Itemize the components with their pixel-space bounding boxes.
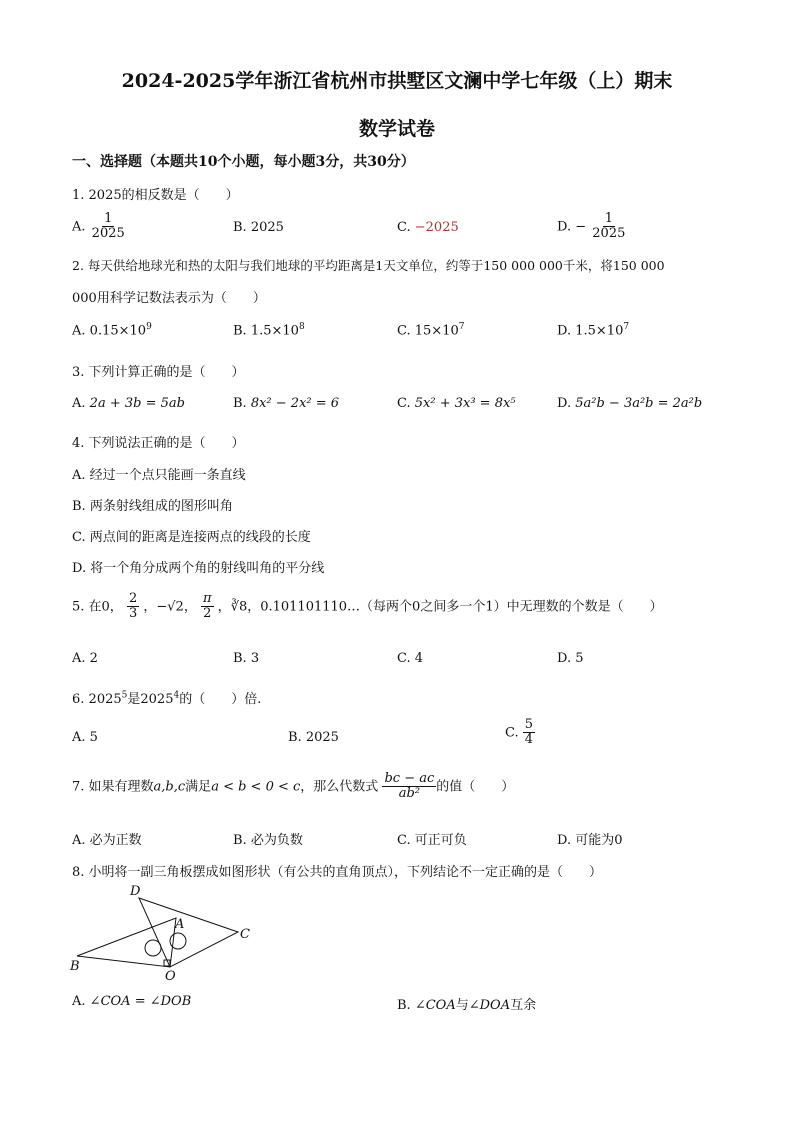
q2-d-base: 1.5×10 [575,323,624,339]
q3-d-label: D. [557,396,572,411]
q5-rest: ，∛8，0.101101110…（每两个0之间多一个1）中无理数的个数是（ ） [217,599,663,615]
q8-b-angle1: ∠COA [414,998,456,1013]
q6-option-b[interactable]: B. 2025 [288,730,339,745]
q6-option-a[interactable]: A. 5 [72,730,98,745]
q7-fraction [382,772,436,802]
q2-stem-line2: 000用科学记数法表示为（ ） [72,291,266,306]
q2-d-exp: 7 [623,322,630,332]
q8-option-b[interactable] [397,994,536,1013]
q3-d-expr: 5a²b − 3a²b = 2a²b [575,396,703,411]
q5-f1-num: 2 [128,591,138,606]
q1-d-den: 2025 [592,226,626,242]
q4-option-c[interactable]: C. 两点间的距离是连接两点的线段的长度 [72,530,311,545]
q8-b-tail: 互余 [510,998,537,1013]
q5-f1-den: 3 [128,606,138,622]
q1-stem: 1. 2025的相反数是（ ） [72,188,239,203]
q1-a-den: 2025 [91,226,125,242]
q6-pre: 6. [72,692,89,707]
q6-exp2: 4 [173,690,180,701]
label-c: C [240,927,250,942]
q5-option-b[interactable]: B. 3 [233,651,260,666]
q3-c-label: C. [397,396,411,411]
q5-f2-den: 2 [203,606,212,622]
q5-option-a[interactable]: A. 2 [72,651,98,666]
section-heading: 一、选择题（本题共10个小题，每小题3分，共30分） [72,154,415,170]
q3-stem: 3. 下列计算正确的是（ ） [72,365,245,380]
q1-d-sign: − [575,219,587,235]
q8-b-conj: 与 [455,998,469,1013]
q5-fraction-1 [127,592,139,622]
q5-prefix: 5. 在0， [72,599,123,615]
q2-c-label: C. [397,323,411,339]
q2-c-base: 15×10 [414,323,459,339]
q4-option-b[interactable]: B. 两条射线组成的图形叫角 [72,499,233,514]
q7-option-b[interactable]: B. 必为负数 [233,833,303,848]
q6-base1: 2025 [88,692,122,707]
q6-option-c[interactable] [505,718,535,748]
q6-c-den: 4 [524,732,534,748]
q3-option-c[interactable] [397,396,516,411]
q5-option-c[interactable]: C. 4 [397,651,424,666]
q2-a-exp: 9 [146,322,152,332]
q1-d-label: D. [557,219,572,235]
q1-a-label: A. [72,219,86,235]
q5-f2-num: π [202,591,212,606]
triangle-b-a-o [77,918,176,967]
q7-option-c[interactable]: C. 可正可负 [397,833,467,848]
q7-option-a[interactable]: A. 必为正数 [72,833,142,848]
q2-c-exp: 7 [458,322,465,332]
q6-mid: 是 [127,692,141,707]
q8-option-a[interactable] [72,994,191,1009]
q2-a-base: 0.15×10 [89,323,147,339]
q5-stem [72,592,663,622]
q3-b-label: B. [233,396,247,411]
q2-option-b[interactable] [233,322,305,338]
q7-pre: 7. 如果有理数 [72,779,154,795]
q8-a-label: A. [72,994,86,1009]
q6-post: 的（ ）倍. [179,692,262,707]
exam-title: 2024-2025学年浙江省杭州市拱墅区文澜中学七年级（上）期末 [121,70,673,92]
q8-a-expr: ∠COA = ∠DOB [89,994,192,1009]
q1-c-label: C. [397,220,411,235]
q6-base2: 2025 [140,692,174,707]
q5-fraction-2 [201,592,214,622]
label-b: B [70,959,80,974]
label-a: A [175,917,185,932]
q2-b-base: 1.5×10 [250,323,299,339]
q1-option-c[interactable] [397,220,459,235]
q7-option-d[interactable]: D. 可能为0 [557,833,623,848]
q7-stem [72,772,514,802]
q3-option-b[interactable] [233,396,339,411]
q1-d-fraction [590,212,627,242]
q3-a-label: A. [72,396,86,411]
q8-b-label: B. [397,998,411,1013]
q4-stem: 4. 下列说法正确的是（ ） [72,436,245,451]
q1-d-num: 1 [604,211,613,226]
angle-arc-right [170,933,186,949]
q7-mid: 满足 [185,779,212,795]
q3-b-expr: 8x² − 2x² = 6 [250,396,340,411]
q4-option-a[interactable]: A. 经过一个点只能画一条直线 [72,468,246,483]
q4-option-d[interactable]: D. 将一个角分成两个角的射线叫角的平分线 [72,561,325,576]
q6-exp1: 5 [121,690,128,701]
q8-stem: 8. 小明将一副三角板摆成如图形状（有公共的直角顶点），下列结论不一定正确的是（ ） [72,865,603,880]
q1-c-value: −2025 [414,220,459,235]
q6-c-num: 5 [524,717,534,732]
q2-b-label: B. [233,323,247,339]
label-o: O [165,969,176,984]
angle-arc-left [145,940,161,956]
exam-subtitle: 数学试卷 [358,118,435,140]
q3-c-expr: 5x² + 3x³ = 8x⁵ [414,396,516,411]
q2-b-exp: 8 [298,322,305,332]
q5-neg-sqrt: ，−√2， [143,599,197,615]
q2-option-a[interactable] [72,322,152,338]
q1-a-num: 1 [104,211,113,226]
q1-option-b[interactable]: B. 2025 [233,220,284,235]
triangle-d-c-o [139,898,238,967]
q6-c-fraction [523,718,535,748]
q7-f-den: ab² [398,786,420,802]
q2-a-label: A. [72,323,86,339]
q2-stem-line1: 2. 每天供给地球光和热的太阳与我们地球的平均距离是1天文单位，约等于150 000 000千米，将150 000 [72,258,665,273]
q3-option-a[interactable] [72,396,185,411]
q3-option-d[interactable] [557,396,702,411]
q2-d-label: D. [557,323,572,339]
q1-option-a[interactable] [72,212,127,242]
q7-condition: a < b < 0 < c [211,779,301,795]
q6-stem [72,688,261,707]
q2-option-d[interactable] [557,322,629,338]
q1-a-fraction [90,212,127,242]
label-d: D [130,884,141,899]
q1-option-d[interactable] [557,212,627,242]
q7-f-num: bc − ac [384,771,435,786]
q7-post: 的值（ ） [436,779,515,795]
q8-b-angle2: ∠DOA [468,998,511,1013]
q3-a-expr: 2a + 3b = 5ab [89,396,185,411]
q7-mid2: ，那么代数式 [300,779,379,795]
q7-vars: a,b,c [153,779,186,795]
q5-option-d[interactable]: D. 5 [557,651,584,666]
q8-figure [60,880,270,985]
q2-option-c[interactable] [397,322,464,338]
q6-c-label: C. [505,725,519,741]
